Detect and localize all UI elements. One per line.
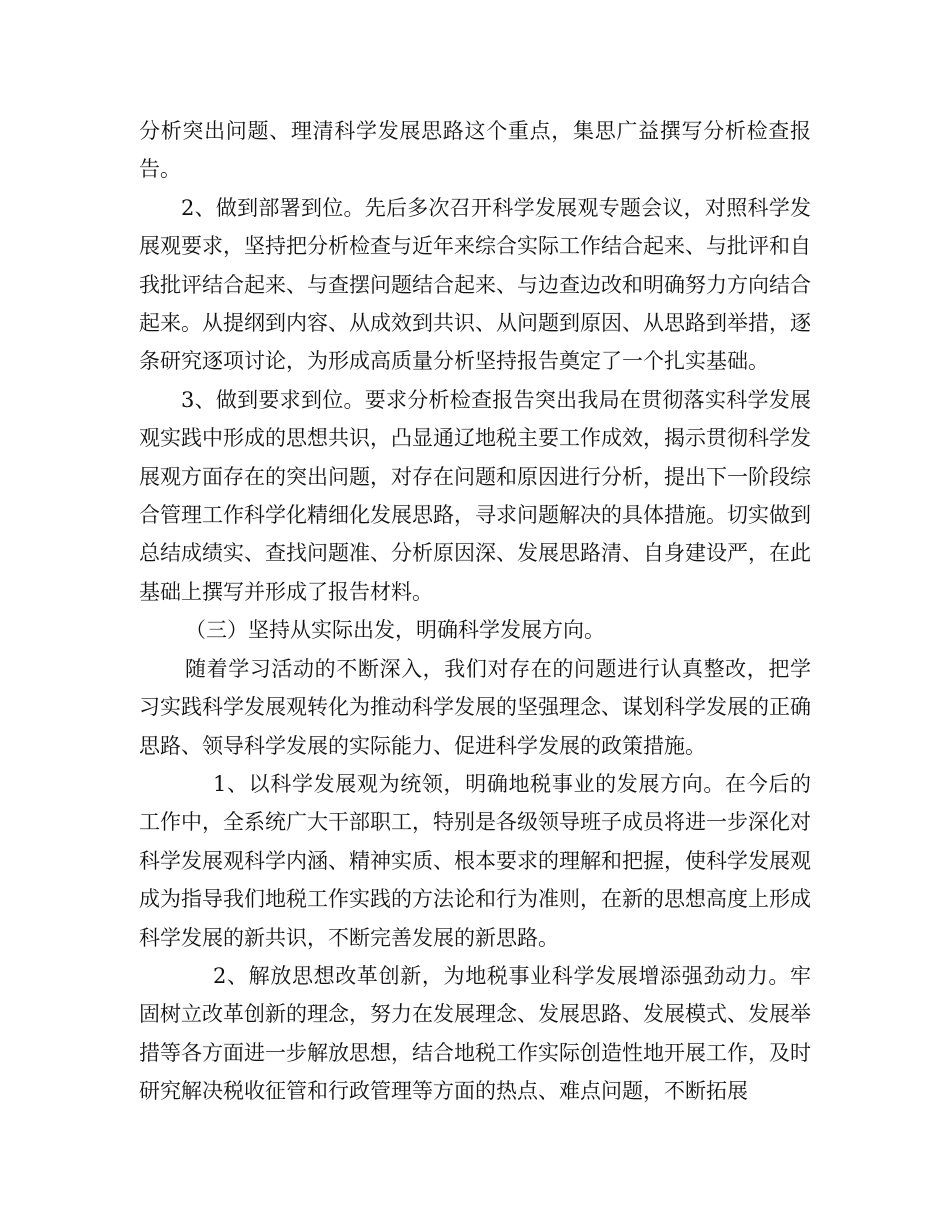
paragraph-learning-activities: 随着学习活动的不断深入，我们对存在的问题进行认真整改，把学习实践科学发展观转化为推动科学发展的坚强理念、谋划科学发展的正确思路、领导科学发展的实际能力、促进科学发展的政策措施。 [139, 656, 811, 758]
paragraph-requirements: 3、做到要求到位。要求分析检查报告突出我局在贯彻落实科学发展观实践中形成的思想共识，凸显通辽地税主要工作成效，揭示贯彻科学发展观方面存在的突出问题，对存在问题和原因进行分析，提出下一阶段综合管理工作科学化精细化发展思路，寻求问题解决的具体措施。切实做到总结成绩实、查找问题准、分析原因深、发展思路清、自身建设严，在此基础上撰写并形成了报告材料。 [139, 387, 811, 604]
paragraph-guiding-direction: 1、以科学发展观为统领，明确地税事业的发展方向。在今后的工作中，全系统广大干部职工，特别是各级领导班子成员将进一步深化对科学发展观科学内涵、精神实质、根本要求的理解和把握，使科学发展观成为指导我们地税工作实践的方法论和行为准则，在新的思想高度上形成科学发展的新共识，不断完善发展的新思路。 [139, 771, 811, 950]
paragraph-continuation: 分析突出问题、理清科学发展思路这个重点，集思广益撰写分析检查报告。 [139, 119, 811, 182]
section-heading: （三）坚持从实际出发，明确科学发展方向。 [185, 618, 605, 643]
document-body [139, 112, 811, 1111]
paragraph-deployment: 2、做到部署到位。先后多次召开科学发展观专题会议，对照科学发展观要求，坚持把分析检查与近年来综合实际工作结合起来、与批评和自我批评结合起来、与查摆问题结合起来、与边查边改和明确努力方向结合起来。从提纲到内容、从成效到共识、从问题到原因、从思路到举措，逐条研究逐项讨论，为形成高质量分析坚持报告奠定了一个扎实基础。 [139, 195, 811, 374]
paragraph-reform-innovation: 2、解放思想改革创新，为地税事业科学发展增添强劲动力。牢固树立改革创新的理念，努力在发展理念、发展思路、发展模式、发展举措等各方面进一步解放思想，结合地税工作实际创造性地开展工作，及时研究解决税收征管和行政管理等方面的热点、难点问题，不断拓展 [139, 963, 811, 1104]
